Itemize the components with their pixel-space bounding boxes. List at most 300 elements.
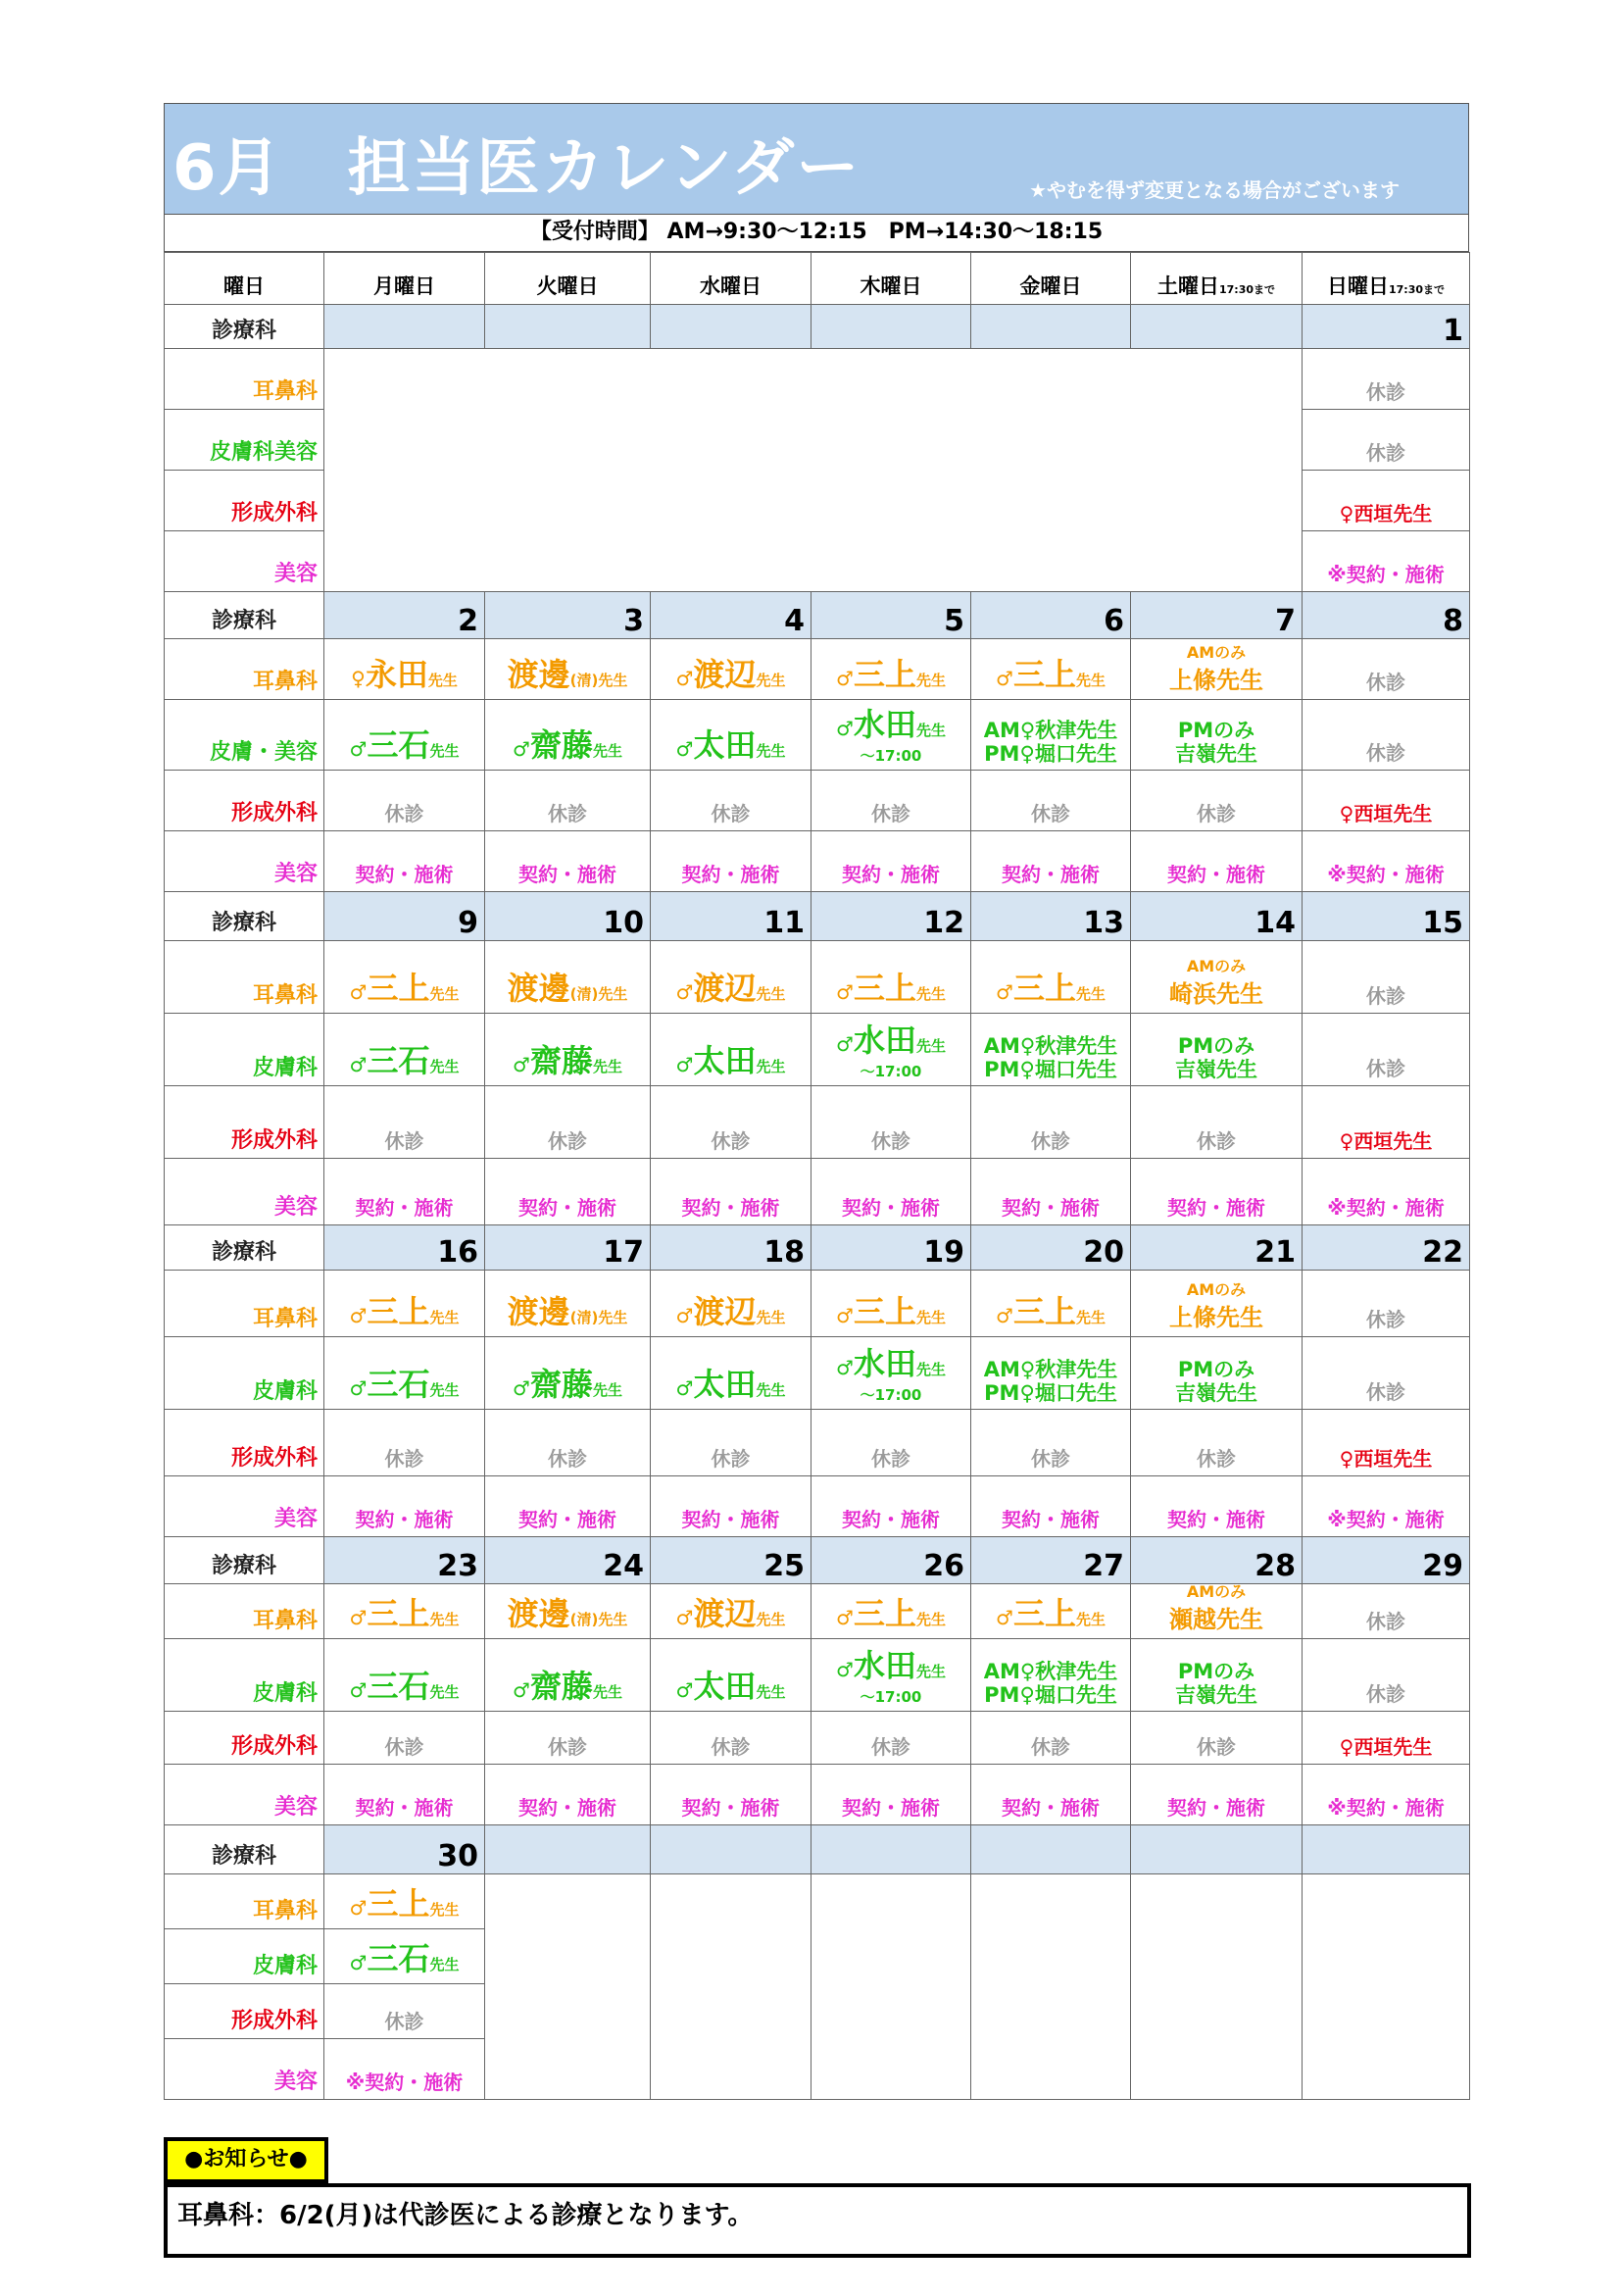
dept-label: 皮膚・美容: [165, 700, 324, 771]
gender-symbol: ♂: [349, 1053, 368, 1076]
gender-symbol: ♂: [675, 1304, 694, 1327]
notice-text: 耳鼻科：6/2(月)は代診医による診療となります。: [164, 2183, 1471, 2258]
gender-symbol: ♂: [675, 980, 694, 1004]
honorific: 先生: [756, 985, 786, 1003]
schedule-line: PM♀堀口先生: [984, 742, 1117, 766]
ent-cell: [485, 1584, 651, 1639]
weekday-1: [485, 253, 651, 305]
doctor-name: 三上: [367, 1595, 430, 1632]
derm-cell: [651, 1639, 812, 1712]
doctor-entry: [977, 964, 1124, 1009]
doctor-name: 渡邊: [507, 1293, 570, 1330]
weekday-5: [1131, 253, 1303, 305]
plastic-cell: 休診: [971, 1712, 1131, 1765]
day-cell: [324, 1929, 485, 1984]
doctor-name: 永田: [365, 656, 428, 693]
doctor-name: 三上: [853, 656, 916, 693]
schedule-line: PMのみ: [1177, 1358, 1255, 1381]
honorific: 先生: [756, 742, 786, 760]
plastic-cell: 休診: [812, 1712, 971, 1765]
doctor-entry: [491, 650, 644, 695]
plastic-cell: 休診: [651, 1086, 812, 1159]
date-cell: 14: [1131, 892, 1303, 941]
session-note: AMのみ: [1186, 1280, 1247, 1299]
derm-cell: [1131, 1639, 1303, 1712]
schedule-line: 吉嶺先生: [1175, 1058, 1257, 1081]
dept-label: 皮膚科: [165, 1929, 324, 1984]
doctor-entry: [330, 1360, 478, 1405]
dept-label: 形成外科: [165, 1410, 324, 1476]
plastic-cell: 休診: [971, 1410, 1131, 1476]
beauty-cell: ※契約・施術: [1303, 1765, 1470, 1825]
derm-cell: [971, 1639, 1131, 1712]
date-cell: 7: [1131, 592, 1303, 639]
honorific: 先生: [915, 1611, 946, 1628]
weekday-note: 17:30まで: [1218, 283, 1275, 296]
derm-cell: [485, 1639, 651, 1712]
date-cell: 13: [971, 892, 1131, 941]
honorific: 先生: [592, 742, 622, 760]
beauty-cell: 契約・施術: [324, 1765, 485, 1825]
date-cell: [485, 1825, 651, 1874]
honorific: 先生: [1075, 1309, 1106, 1326]
date-cell: [651, 305, 812, 349]
dept-row-label: 診療科: [165, 1225, 324, 1271]
notice-tag: ●お知らせ●: [164, 2137, 328, 2183]
doctor-name: 三上: [367, 970, 430, 1007]
derm-cell: [324, 1639, 485, 1712]
weekday-name: 月曜日: [373, 275, 435, 298]
plastic-cell: 休診: [971, 1086, 1131, 1159]
beauty-cell: 契約・施術: [1131, 1765, 1303, 1825]
derm-cell: [1131, 700, 1303, 771]
doctor-entry: [657, 964, 805, 1009]
gender-symbol: ♂: [349, 1896, 368, 1920]
doctor-name: 太田: [693, 1668, 757, 1705]
gender-symbol: ♂: [349, 1606, 368, 1629]
weekday-name: 日曜日: [1326, 275, 1389, 298]
doctor-name: 上條先生: [1169, 667, 1263, 694]
doctor-name: 三上: [1012, 1595, 1076, 1632]
doctor-name: 水田: [853, 1022, 916, 1059]
beauty-cell: 契約・施術: [485, 1476, 651, 1537]
dept-row-label: 診療科: [165, 1537, 324, 1584]
plastic-cell: 休診: [485, 1086, 651, 1159]
empty-cell: [1131, 1874, 1303, 2100]
ent-cell: [324, 639, 485, 700]
honorific: 先生: [756, 1309, 786, 1326]
empty-cell: [1303, 1874, 1470, 2100]
date-cell: 26: [812, 1537, 971, 1584]
doctor-entry: [491, 964, 644, 1009]
dept-label: 形成外科: [165, 1086, 324, 1159]
doctor-name: 三上: [1012, 970, 1076, 1007]
doctor-entry: [817, 1016, 964, 1061]
plastic-cell: 休診: [651, 1410, 812, 1476]
derm-cell: [651, 1014, 812, 1086]
honorific: 先生: [429, 1309, 460, 1326]
ent-cell: [1131, 639, 1303, 700]
date-cell: [812, 1825, 971, 1874]
ent-cell: [812, 1584, 971, 1639]
derm-cell: [324, 1337, 485, 1410]
doctor-name: 渡邊: [507, 1595, 570, 1632]
date-cell: 1: [1303, 305, 1470, 349]
empty-cell: [485, 1874, 651, 2100]
ent-cell: [651, 941, 812, 1014]
doctor-name: 三上: [853, 1595, 916, 1632]
page-title: 6月 担当医カレンダー: [172, 132, 861, 205]
beauty-cell: 契約・施術: [324, 1159, 485, 1225]
doctor-entry: [817, 1589, 964, 1634]
doctor-entry: [330, 650, 478, 695]
dept-label: 美容: [165, 531, 324, 592]
doctor-name: 三石: [367, 1366, 430, 1403]
beauty-cell: 契約・施術: [651, 1476, 812, 1537]
hours-note: ～17:00: [860, 1386, 922, 1404]
gender-symbol: ♂: [513, 1678, 530, 1702]
doctor-name: 渡辺: [693, 970, 757, 1007]
ent-cell: [485, 639, 651, 700]
doctor-entry: [491, 1662, 644, 1707]
ent-cell: [812, 639, 971, 700]
derm-cell: [812, 700, 971, 771]
plastic-cell: 休診: [485, 771, 651, 831]
ent-cell: [651, 1271, 812, 1337]
doctor-entry: [330, 1662, 478, 1707]
gender-symbol: ♂: [996, 1304, 1013, 1327]
gender-symbol: ♂: [349, 1678, 368, 1702]
doctor-entry: [491, 1360, 644, 1405]
session-note: AMのみ: [1186, 1583, 1247, 1601]
plastic-cell: 休診: [1131, 1712, 1303, 1765]
schedule-line: 吉嶺先生: [1175, 1683, 1257, 1707]
doctor-name: 齋藤: [529, 1366, 593, 1403]
weekday-note: 17:30まで: [1388, 283, 1445, 296]
dept-row-label: 診療科: [165, 1825, 324, 1874]
day-cell: [324, 1874, 485, 1929]
dept-label: 形成外科: [165, 771, 324, 831]
ent-cell: [651, 1584, 812, 1639]
date-cell: 23: [324, 1537, 485, 1584]
honorific: 先生: [756, 1683, 786, 1701]
gender-symbol: ♂: [513, 1053, 530, 1076]
schedule-line: AM♀秋津先生: [983, 1660, 1118, 1683]
beauty-cell: 契約・施術: [651, 1765, 812, 1825]
doctor-name: 三上: [853, 970, 916, 1007]
derm-cell: [971, 1014, 1131, 1086]
honorific: 先生: [756, 1611, 786, 1628]
doctor-entry: [977, 1589, 1124, 1634]
beauty-cell: 契約・施術: [1131, 1476, 1303, 1537]
doctor-name: 水田: [853, 706, 916, 743]
plastic-cell: 休診: [651, 1712, 812, 1765]
beauty-cell: 契約・施術: [324, 1476, 485, 1537]
dept-label: 皮膚科: [165, 1337, 324, 1410]
honorific: (清)先生: [569, 985, 628, 1003]
ent-cell: 休診: [1303, 941, 1470, 1014]
sunday-cell: 休診: [1303, 349, 1470, 410]
honorific: 先生: [429, 1956, 460, 1973]
ent-cell: [971, 1584, 1131, 1639]
doctor-name: 三石: [367, 1940, 430, 1977]
honorific: 先生: [592, 1381, 622, 1399]
derm-cell: [971, 700, 1131, 771]
beauty-cell: ※契約・施術: [1303, 1159, 1470, 1225]
weekday-4: [971, 253, 1131, 305]
sunday-cell: ※契約・施術: [1303, 531, 1470, 592]
beauty-cell: 契約・施術: [971, 1765, 1131, 1825]
blank-area: [324, 349, 1303, 592]
beauty-cell: 契約・施術: [324, 831, 485, 892]
plastic-cell: 休診: [971, 771, 1131, 831]
sunday-cell: 休診: [1303, 410, 1470, 471]
weekday-name: 火曜日: [536, 275, 599, 298]
date-cell: 2: [324, 592, 485, 639]
reception-hours: 【受付時間】 AM→9:30～12:15 PM→14:30～18:15: [164, 215, 1469, 252]
honorific: 先生: [756, 672, 786, 689]
weekday-name: 木曜日: [860, 275, 922, 298]
schedule-line: 吉嶺先生: [1175, 742, 1257, 766]
doctor-name: 三上: [1012, 656, 1076, 693]
weekday-name: 水曜日: [700, 275, 762, 298]
honorific: 先生: [1075, 672, 1106, 689]
ent-cell: [324, 1271, 485, 1337]
schedule-line: 吉嶺先生: [1175, 1381, 1257, 1405]
derm-cell: [812, 1014, 971, 1086]
weekday-3: [812, 253, 971, 305]
dept-label: 美容: [165, 1159, 324, 1225]
gender-symbol: ♂: [513, 737, 530, 761]
schedule-line: PMのみ: [1177, 719, 1255, 742]
hours-note: ～17:00: [860, 1063, 922, 1080]
doctor-name: 三石: [367, 726, 430, 764]
doctor-entry: [977, 650, 1124, 695]
doctor-name: 太田: [693, 1042, 757, 1079]
honorific: 先生: [427, 672, 458, 689]
date-cell: [812, 305, 971, 349]
honorific: 先生: [915, 1361, 946, 1378]
dept-label: 形成外科: [165, 471, 324, 531]
gender-symbol: ♂: [996, 980, 1013, 1004]
gender-symbol: ♂: [836, 980, 854, 1004]
dept-label: 美容: [165, 2039, 324, 2100]
date-cell: 3: [485, 592, 651, 639]
doctor-entry: [657, 1662, 805, 1707]
date-cell: 20: [971, 1225, 1131, 1271]
dept-label: 耳鼻科: [165, 941, 324, 1014]
gender-symbol: ♂: [349, 980, 368, 1004]
gender-symbol: ♂: [836, 1356, 854, 1379]
beauty-cell: 契約・施術: [971, 831, 1131, 892]
doctor-name: 三上: [367, 1293, 430, 1330]
doctor-name: 水田: [853, 1345, 916, 1382]
ent-cell: [812, 941, 971, 1014]
dept-row-label: 診療科: [165, 592, 324, 639]
change-note: ★やむを得ず変更となる場合がございます: [1029, 178, 1400, 202]
dept-label: 耳鼻科: [165, 1874, 324, 1929]
date-cell: 12: [812, 892, 971, 941]
honorific: 先生: [429, 1683, 460, 1701]
plastic-cell: 休診: [1131, 1410, 1303, 1476]
dept-label: 形成外科: [165, 1984, 324, 2039]
doctor-name: 三上: [367, 1885, 430, 1922]
date-cell: 29: [1303, 1537, 1470, 1584]
date-cell: [971, 1825, 1131, 1874]
doctor-name: 齋藤: [529, 726, 593, 764]
date-cell: 21: [1131, 1225, 1303, 1271]
ent-cell: 休診: [1303, 639, 1470, 700]
date-cell: 16: [324, 1225, 485, 1271]
honorific: (清)先生: [569, 1309, 628, 1326]
ent-cell: [485, 941, 651, 1014]
doctor-entry: [657, 1036, 805, 1081]
gender-symbol: ♂: [675, 737, 694, 761]
plastic-cell: ♀西垣先生: [1303, 1410, 1470, 1476]
derm-cell: [651, 700, 812, 771]
honorific: 先生: [429, 1901, 460, 1919]
date-cell: 19: [812, 1225, 971, 1271]
doctor-name: 崎浜先生: [1169, 980, 1263, 1008]
plastic-cell: 休診: [324, 1086, 485, 1159]
plastic-cell: ♀西垣先生: [1303, 771, 1470, 831]
doctor-entry: [657, 721, 805, 766]
schedule-line: AM♀秋津先生: [983, 719, 1118, 742]
doctor-entry: [491, 1589, 644, 1634]
derm-cell: [651, 1337, 812, 1410]
ent-cell: [971, 639, 1131, 700]
gender-symbol: ♂: [349, 1951, 368, 1974]
doctor-name: 三石: [367, 1668, 430, 1705]
doctor-name: 三石: [367, 1042, 430, 1079]
gender-symbol: ♂: [349, 1376, 368, 1400]
date-cell: 6: [971, 592, 1131, 639]
date-cell: 28: [1131, 1537, 1303, 1584]
date-cell: 17: [485, 1225, 651, 1271]
doctor-entry: [657, 1287, 805, 1332]
dept-label: 美容: [165, 831, 324, 892]
sunday-cell: ♀西垣先生: [1303, 471, 1470, 531]
weekday-name: 金曜日: [1019, 275, 1082, 298]
plastic-cell: 休診: [485, 1410, 651, 1476]
plastic-cell: 休診: [324, 771, 485, 831]
doctor-name: 齋藤: [529, 1668, 593, 1705]
beauty-cell: 契約・施術: [971, 1476, 1131, 1537]
ent-cell: 休診: [1303, 1271, 1470, 1337]
beauty-cell: ※契約・施術: [1303, 831, 1470, 892]
honorific: 先生: [1075, 985, 1106, 1003]
gender-symbol: ♂: [836, 1304, 854, 1327]
beauty-cell: 契約・施術: [651, 831, 812, 892]
doctor-entry: [491, 1036, 644, 1081]
derm-cell: [324, 1014, 485, 1086]
ent-cell: 休診: [1303, 1584, 1470, 1639]
plastic-cell: 休診: [485, 1712, 651, 1765]
gender-symbol: ♂: [675, 1678, 694, 1702]
hours-note: ～17:00: [860, 747, 922, 765]
title-banner: [164, 103, 1469, 215]
beauty-cell: 契約・施術: [1131, 1159, 1303, 1225]
beauty-cell: 契約・施術: [812, 1476, 971, 1537]
beauty-cell: 契約・施術: [1131, 831, 1303, 892]
doctor-name: 渡辺: [693, 1595, 757, 1632]
doctor-entry: [330, 1934, 478, 1979]
honorific: 先生: [915, 985, 946, 1003]
date-cell: 22: [1303, 1225, 1470, 1271]
session-note: AMのみ: [1186, 643, 1247, 662]
date-cell: [1303, 1825, 1470, 1874]
doctor-entry: [657, 650, 805, 695]
schedule-line: PM♀堀口先生: [984, 1683, 1117, 1707]
empty-cell: [651, 1874, 812, 2100]
doctor-name: 三上: [1012, 1293, 1076, 1330]
doctor-entry: [817, 1287, 964, 1332]
dept-label: 皮膚科美容: [165, 410, 324, 471]
gender-symbol: ♂: [675, 1606, 694, 1629]
derm-cell: [812, 1639, 971, 1712]
honorific: (清)先生: [569, 672, 628, 689]
derm-cell: 休診: [1303, 700, 1470, 771]
dept-row-label: 診療科: [165, 892, 324, 941]
date-cell: 4: [651, 592, 812, 639]
doctor-name: 瀬越先生: [1169, 1606, 1263, 1633]
plastic-cell: 休診: [812, 1410, 971, 1476]
beauty-cell: 契約・施術: [812, 831, 971, 892]
dept-label: 皮膚科: [165, 1014, 324, 1086]
beauty-cell: 契約・施術: [485, 1765, 651, 1825]
doctor-entry: [330, 964, 478, 1009]
schedule-line: PMのみ: [1177, 1660, 1255, 1683]
weekday-label: 曜日: [165, 253, 324, 305]
gender-symbol: ♀: [351, 667, 366, 690]
gender-symbol: ♂: [675, 667, 694, 690]
gender-symbol: ♂: [996, 1606, 1013, 1629]
honorific: 先生: [915, 722, 946, 739]
date-cell: [651, 1825, 812, 1874]
gender-symbol: ♂: [836, 1658, 854, 1681]
date-cell: [1131, 1825, 1303, 1874]
ent-cell: [1131, 941, 1303, 1014]
beauty-cell: ※契約・施術: [1303, 1476, 1470, 1537]
gender-symbol: ♂: [996, 667, 1013, 690]
honorific: 先生: [756, 1058, 786, 1075]
plastic-cell: 休診: [651, 771, 812, 831]
beauty-cell: 契約・施術: [812, 1159, 971, 1225]
gender-symbol: ♂: [675, 1053, 694, 1076]
honorific: 先生: [592, 1683, 622, 1701]
derm-cell: [485, 1014, 651, 1086]
dept-label: 耳鼻科: [165, 1584, 324, 1639]
gender-symbol: ♂: [349, 737, 368, 761]
plastic-cell: ♀西垣先生: [1303, 1086, 1470, 1159]
schedule-line: PM♀堀口先生: [984, 1058, 1117, 1081]
date-cell: 5: [812, 592, 971, 639]
derm-cell: [1131, 1337, 1303, 1410]
plastic-cell: 休診: [812, 771, 971, 831]
doctor-name: 渡辺: [693, 1293, 757, 1330]
date-cell: 24: [485, 1537, 651, 1584]
honorific: 先生: [1075, 1611, 1106, 1628]
session-note: AMのみ: [1186, 957, 1247, 975]
ent-cell: [485, 1271, 651, 1337]
ent-cell: [1131, 1271, 1303, 1337]
honorific: (清)先生: [569, 1611, 628, 1628]
calendar: [164, 103, 1469, 2100]
beauty-cell: 契約・施術: [485, 831, 651, 892]
honorific: 先生: [915, 672, 946, 689]
beauty-cell: 契約・施術: [485, 1159, 651, 1225]
doctor-name: 上條先生: [1169, 1304, 1263, 1331]
